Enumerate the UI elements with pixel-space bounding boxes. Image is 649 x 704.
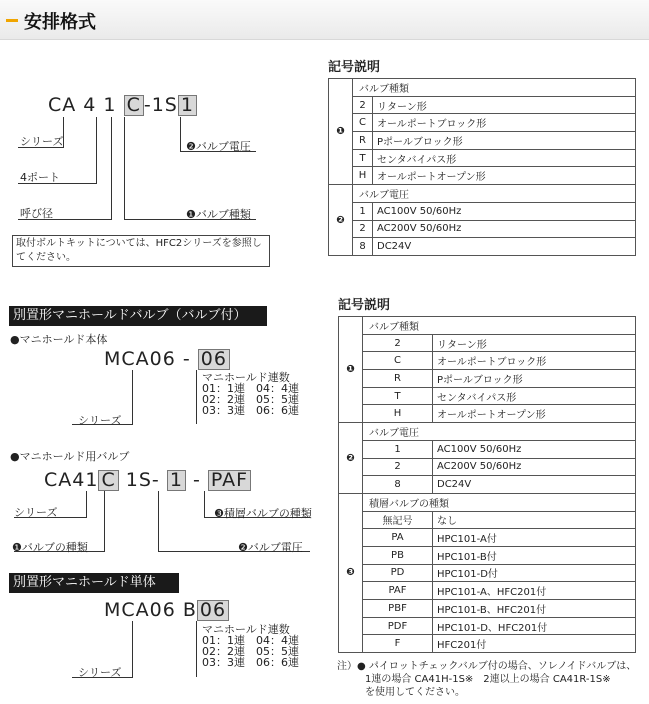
code-text: MCA06 B (104, 599, 197, 621)
legend-desc: リターン形 (433, 334, 636, 352)
legend-group-number: ❸ (339, 493, 363, 652)
legend-desc: Pポールブロック形 (373, 132, 636, 150)
units-row: 03：3連 06：6連 (202, 656, 299, 669)
leader-line (180, 117, 181, 151)
label-voltage: ❷バルブ電圧 (238, 541, 303, 554)
leader-line (124, 117, 125, 219)
legend-desc: HPC101-B付 (433, 546, 636, 564)
legend-2-title: 記号説明 (338, 298, 391, 313)
legend-desc: HPC101-B、HFC201付 (433, 600, 636, 618)
code-box-valve: C (124, 95, 144, 116)
label-stack-type: ❸積層バルブの種類 (214, 507, 312, 520)
legend-row (339, 564, 636, 582)
footnote-line: 1連の場合 CA41H-1S※ 2連以上の場合 CA41R-1S※ (365, 674, 611, 685)
legend-code: 1 (353, 202, 373, 220)
legend-code: PA (363, 529, 433, 547)
legend-row (329, 114, 636, 132)
label-voltage: ❷バルブ電圧 (186, 140, 251, 153)
legend-group-header: バルブ種類 (363, 317, 636, 335)
manifold-body-code (104, 348, 230, 370)
code-box-voltage: 1 (178, 95, 197, 116)
legend-row (339, 529, 636, 547)
manifold-body-title: ●マニホールド本体 (10, 333, 108, 346)
leader-line (86, 491, 87, 517)
legend-code: T (353, 149, 373, 167)
legend-row (329, 96, 636, 114)
units-row: 03：3連 06：6連 (202, 404, 299, 417)
legend-code: PD (363, 564, 433, 582)
units-title: マニホールド連数 (202, 371, 290, 384)
code-box-units: 06 (198, 349, 230, 370)
legend-group-header: バルブ電圧 (353, 185, 636, 203)
legend-row (329, 132, 636, 150)
leader-line (132, 370, 133, 424)
leader-line (204, 491, 205, 517)
legend-group-number: ❶ (339, 317, 363, 423)
legend-code: 2 (353, 220, 373, 238)
code-box-valve: C (98, 470, 118, 491)
legend-group-number: ❷ (329, 185, 353, 256)
leader-line (196, 370, 197, 424)
legend-desc: HFC201付 (433, 635, 636, 653)
manifold-units-legend (202, 372, 299, 416)
single-units-legend (202, 624, 299, 668)
code-box-voltage: 1 (167, 470, 186, 491)
code-text: MCA06 - (104, 348, 191, 370)
legend-row (339, 476, 636, 494)
legend-group-header: 積層バルブの種類 (363, 493, 636, 511)
code-mid: -1S (143, 94, 178, 116)
banner-manifold-single: 別置形マニホールド単体 (9, 573, 179, 593)
legend-code: 無記号 (363, 511, 433, 529)
legend-code: R (363, 370, 433, 388)
code-text: - (192, 469, 201, 491)
legend-row (339, 405, 636, 423)
label-series: シリーズ (20, 135, 64, 148)
leader-line (111, 117, 112, 219)
code-text: 1S- (125, 469, 160, 491)
section-title: 安排格式 (24, 12, 96, 33)
code-text: CA41 (44, 469, 99, 491)
leader-line (96, 117, 97, 183)
legend-row (339, 600, 636, 618)
legend-code: 2 (363, 334, 433, 352)
legend-code: PDF (363, 617, 433, 635)
units-row: 02：2連 05：5連 (202, 393, 299, 406)
legend-row (339, 546, 636, 564)
legend-code: C (353, 114, 373, 132)
legend-row (339, 511, 636, 529)
legend-code: R (353, 132, 373, 150)
legend-row (329, 202, 636, 220)
legend-desc: DC24V (433, 476, 636, 494)
leader-line (158, 491, 159, 551)
legend-code: PBF (363, 600, 433, 618)
legend-row (339, 635, 636, 653)
units-row: 01：1連 04：4連 (202, 382, 299, 395)
code-box-units: 06 (197, 600, 229, 621)
legend-1-title: 記号説明 (328, 60, 381, 75)
legend-desc: センタバイパス形 (373, 149, 636, 167)
single-manifold-code (104, 599, 229, 621)
legend-code: 1 (363, 440, 433, 458)
legend-desc: HPC101-D、HFC201付 (433, 617, 636, 635)
legend-1-table (328, 78, 636, 256)
legend-desc: AC200V 50/60Hz (433, 458, 636, 476)
mounting-note: 取付ボルトキットについては、HFC2シリーズを参照してください。 (12, 235, 270, 267)
legend-desc: AC100V 50/60Hz (373, 202, 636, 220)
legend-group-number: ❷ (339, 423, 363, 494)
footnote-line: 注）● パイロットチェックバルブ付の場合、ソレノイドバルブは、 (337, 661, 637, 672)
legend-desc: Pポールブロック形 (433, 370, 636, 388)
footnote (337, 660, 636, 699)
legend-code: 2 (363, 458, 433, 476)
legend-code: 8 (353, 238, 373, 256)
code-box-stack: PAF (208, 470, 251, 491)
legend-code: PB (363, 546, 433, 564)
footnote-line: を使用してください。 (365, 687, 465, 698)
legend-code: 8 (363, 476, 433, 494)
manifold-valve-code (44, 469, 251, 491)
label-valve-type: ❶バルブ種類 (186, 208, 251, 221)
units-row: 02：2連 05：5連 (202, 645, 299, 658)
model-code-1 (48, 94, 197, 116)
legend-row (329, 220, 636, 238)
legend-code: T (363, 387, 433, 405)
legend-code: H (363, 405, 433, 423)
legend-row (329, 167, 636, 185)
label-series: シリーズ (78, 666, 122, 679)
legend-group-header: バルブ種類 (353, 79, 636, 97)
legend-row (329, 149, 636, 167)
header-accent-bar (6, 19, 18, 22)
section-header (0, 0, 649, 40)
units-title: マニホールド連数 (202, 623, 290, 636)
legend-desc: AC200V 50/60Hz (373, 220, 636, 238)
legend-desc: オールポートオープン形 (373, 167, 636, 185)
leader-line (196, 621, 197, 677)
label-series: シリーズ (78, 414, 122, 427)
legend-desc: オールポートブロック形 (433, 352, 636, 370)
label-size: 呼び径 (20, 207, 53, 220)
legend-desc: HPC101-A付 (433, 529, 636, 547)
legend-desc: DC24V (373, 238, 636, 256)
legend-desc: HPC101-A、HFC201付 (433, 582, 636, 600)
code-prefix: CA 4 1 (48, 94, 117, 116)
legend-desc: オールポートブロック形 (373, 114, 636, 132)
legend-row (339, 617, 636, 635)
legend-desc: オールポートオープン形 (433, 405, 636, 423)
leader-line (132, 621, 133, 677)
legend-desc: HPC101-D付 (433, 564, 636, 582)
legend-row (329, 238, 636, 256)
legend-desc: リターン形 (373, 96, 636, 114)
label-valve-type: ❶バルブの種類 (12, 541, 88, 554)
leader-line (104, 491, 105, 551)
label-port: 4ポート (20, 171, 60, 184)
manifold-valve-title: ●マニホールド用バルブ (10, 450, 130, 463)
legend-desc: センタバイパス形 (433, 387, 636, 405)
legend-desc: なし (433, 511, 636, 529)
units-row: 01：1連 04：4連 (202, 634, 299, 647)
legend-row (339, 582, 636, 600)
legend-row (339, 387, 636, 405)
legend-group-number: ❶ (329, 79, 353, 185)
legend-row (339, 458, 636, 476)
legend-code: 2 (353, 96, 373, 114)
legend-code: PAF (363, 582, 433, 600)
legend-desc: AC100V 50/60Hz (433, 440, 636, 458)
legend-2-table (338, 316, 636, 653)
legend-code: H (353, 167, 373, 185)
legend-group-header: バルブ電圧 (363, 423, 636, 441)
legend-row (339, 334, 636, 352)
legend-row (339, 370, 636, 388)
legend-code: F (363, 635, 433, 653)
legend-row (339, 440, 636, 458)
label-series: シリーズ (14, 506, 58, 519)
legend-code: C (363, 352, 433, 370)
legend-row (339, 352, 636, 370)
banner-manifold-valve: 別置形マニホールドバルブ（バルブ付） (9, 306, 267, 326)
